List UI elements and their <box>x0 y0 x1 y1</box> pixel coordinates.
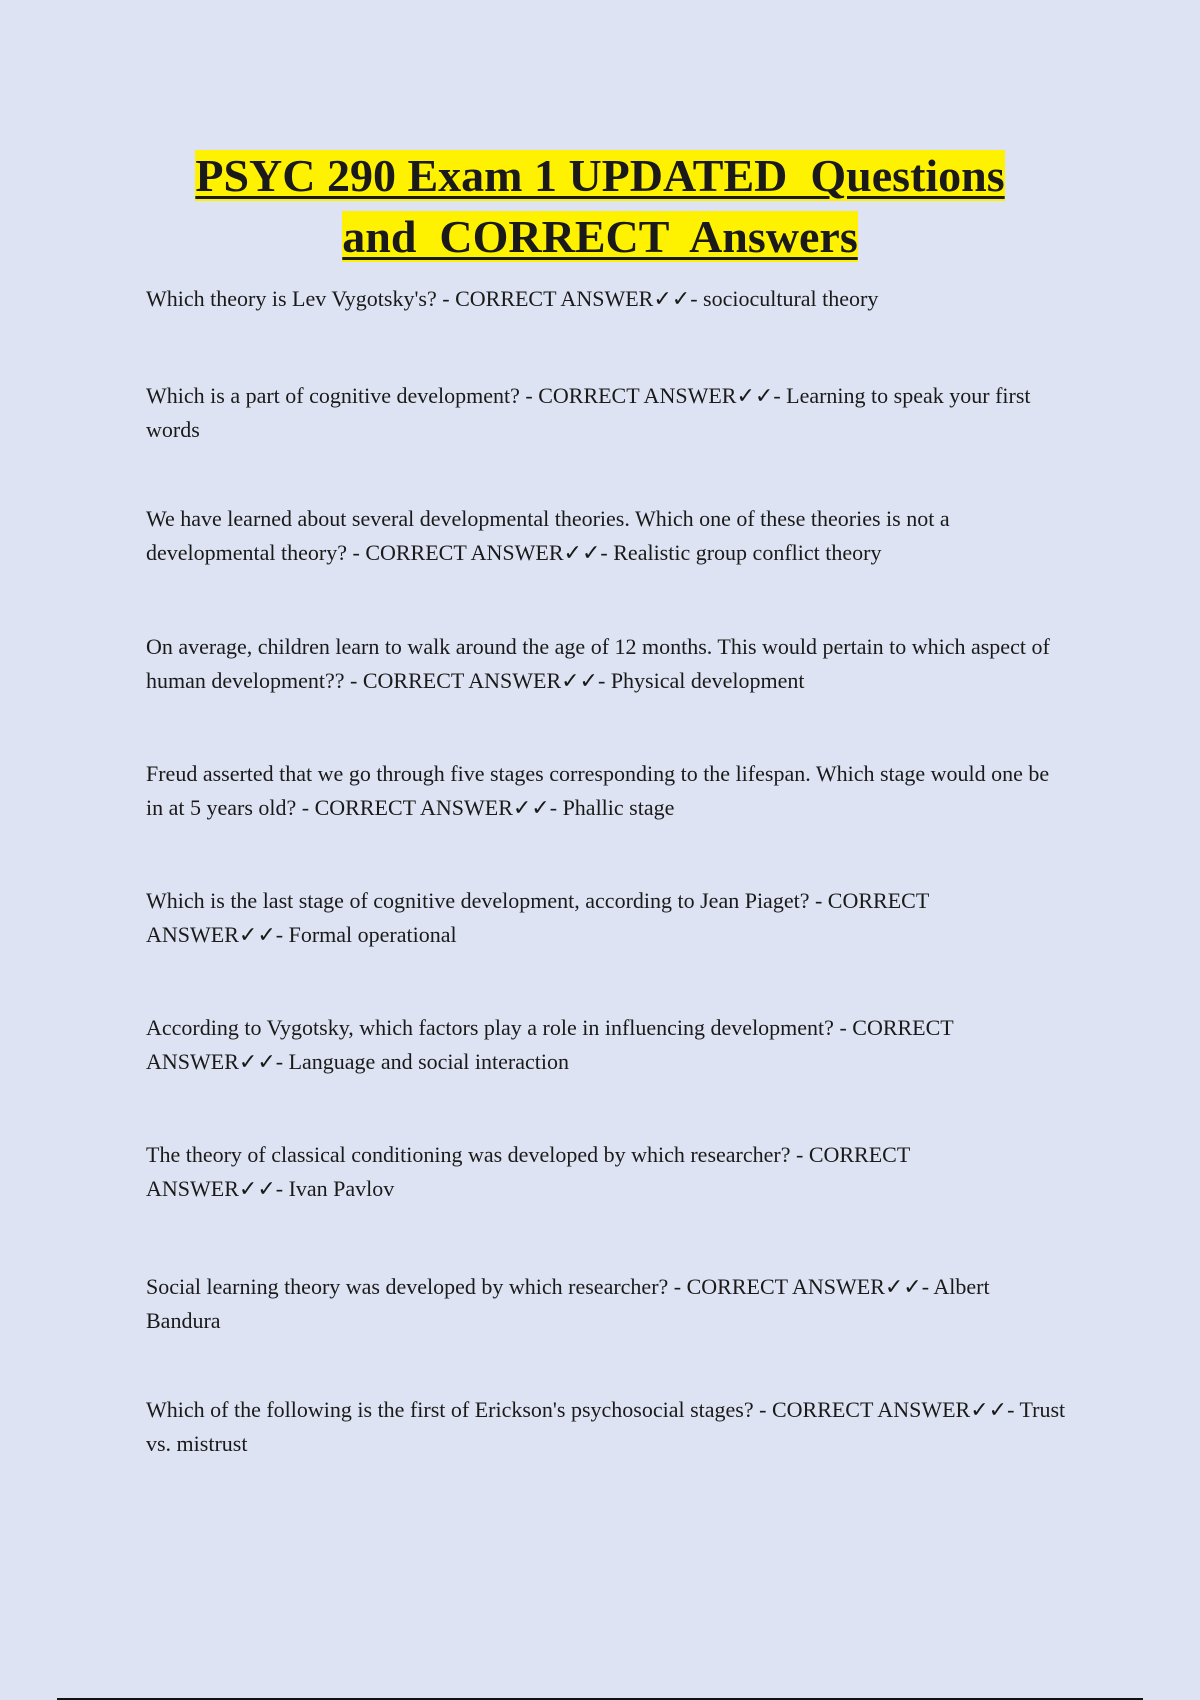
answer-text: Trust vs. mistrust <box>146 1397 1066 1456</box>
answer-text: Ivan Pavlov <box>288 1176 395 1201</box>
answer-marker: CORRECT ANSWER✓✓ <box>314 795 550 820</box>
answer-marker: CORRECT ANSWER✓✓ <box>686 1274 922 1299</box>
question-text: The theory of classical conditioning was developed by which researcher? <box>146 1142 791 1167</box>
question-text: On average, children learn to walk around the age of 12 months. This would pertain to which aspect of human development?? <box>146 634 1050 693</box>
answer-text: Physical development <box>610 668 805 693</box>
answer-marker: CORRECT ANSWER✓✓ <box>365 540 601 565</box>
title-line-2: and CORRECT Answers <box>342 211 858 262</box>
answer-text: Formal operational <box>288 922 457 947</box>
question-text: Freud asserted that we go through five stages corresponding to the lifespan. Which stage would one be in at 5 years old? <box>146 761 1050 820</box>
qa-item-3: We have learned about several developmental theories. Which one of these theories is not a developmental theory? - CORRECT ANSWER✓✓- Realistic group conflict theory <box>146 506 950 565</box>
answer-marker: CORRECT ANSWER✓✓ <box>146 888 929 947</box>
document-title <box>0 145 1200 267</box>
answer-marker: CORRECT ANSWER✓✓ <box>362 668 598 693</box>
qa-item-4: On average, children learn to walk around the age of 12 months. This would pertain to which aspect of human development?? - CORRECT ANSWER✓✓- Physical development <box>146 634 1050 693</box>
question-text: Which theory is Lev Vygotsky's? <box>146 286 437 311</box>
question-text: According to Vygotsky, which factors play a role in influencing development? <box>146 1015 834 1040</box>
answer-marker: CORRECT ANSWER✓✓ <box>146 1015 954 1074</box>
qa-item-7: According to Vygotsky, which factors play a role in influencing development? - CORRECT ANSWER✓✓- Language and social interaction <box>146 1015 954 1074</box>
qa-item-5: Freud asserted that we go through five stages corresponding to the lifespan. Which stage would one be in at 5 years old? - CORRECT ANSWER✓✓- Phallic stage <box>146 761 1050 820</box>
qa-item-9: Social learning theory was developed by which researcher? - CORRECT ANSWER✓✓- Albert Bandura <box>146 1274 990 1333</box>
title-line-1: PSYC 290 Exam 1 UPDATED Questions <box>195 150 1005 201</box>
qa-item-1: Which theory is Lev Vygotsky's? - CORRECT ANSWER✓✓- sociocultural theory <box>146 286 879 311</box>
answer-marker: CORRECT ANSWER✓✓ <box>455 286 691 311</box>
question-text: Social learning theory was developed by which researcher? <box>146 1274 669 1299</box>
answer-marker: CORRECT ANSWER✓✓ <box>771 1397 1008 1422</box>
answer-text: Language and social interaction <box>288 1049 569 1074</box>
answer-text: Albert Bandura <box>146 1274 990 1333</box>
question-text: Which is a part of cognitive development? <box>146 383 520 408</box>
answer-text: Realistic group conflict theory <box>613 540 882 565</box>
question-text: Which of the following is the first of Erickson's psychosocial stages? <box>146 1397 754 1422</box>
answer-text: sociocultural theory <box>703 286 879 311</box>
question-text: We have learned about several developmental theories. Which one of these theories is not a developmental theory? <box>146 506 950 565</box>
question-text: Which is the last stage of cognitive development, according to Jean Piaget? <box>146 888 810 913</box>
qa-item-6: Which is the last stage of cognitive development, according to Jean Piaget? - CORRECT ANSWER✓✓- Formal operational <box>146 888 929 947</box>
qa-item-8: The theory of classical conditioning was developed by which researcher? - CORRECT ANSWER✓✓- Ivan Pavlov <box>146 1142 910 1201</box>
answer-text: Learning to speak your first words <box>146 383 1031 442</box>
qa-item-10: Which of the following is the first of Erickson's psychosocial stages? - CORRECT ANSWER✓✓- Trust vs. mistrust <box>146 1397 1066 1456</box>
answer-marker: CORRECT ANSWER✓✓ <box>538 383 774 408</box>
answer-marker: CORRECT ANSWER✓✓ <box>146 1142 910 1201</box>
answer-text: Phallic stage <box>562 795 675 820</box>
qa-item-2: Which is a part of cognitive development? - CORRECT ANSWER✓✓- Learning to speak your first words <box>146 383 1031 442</box>
